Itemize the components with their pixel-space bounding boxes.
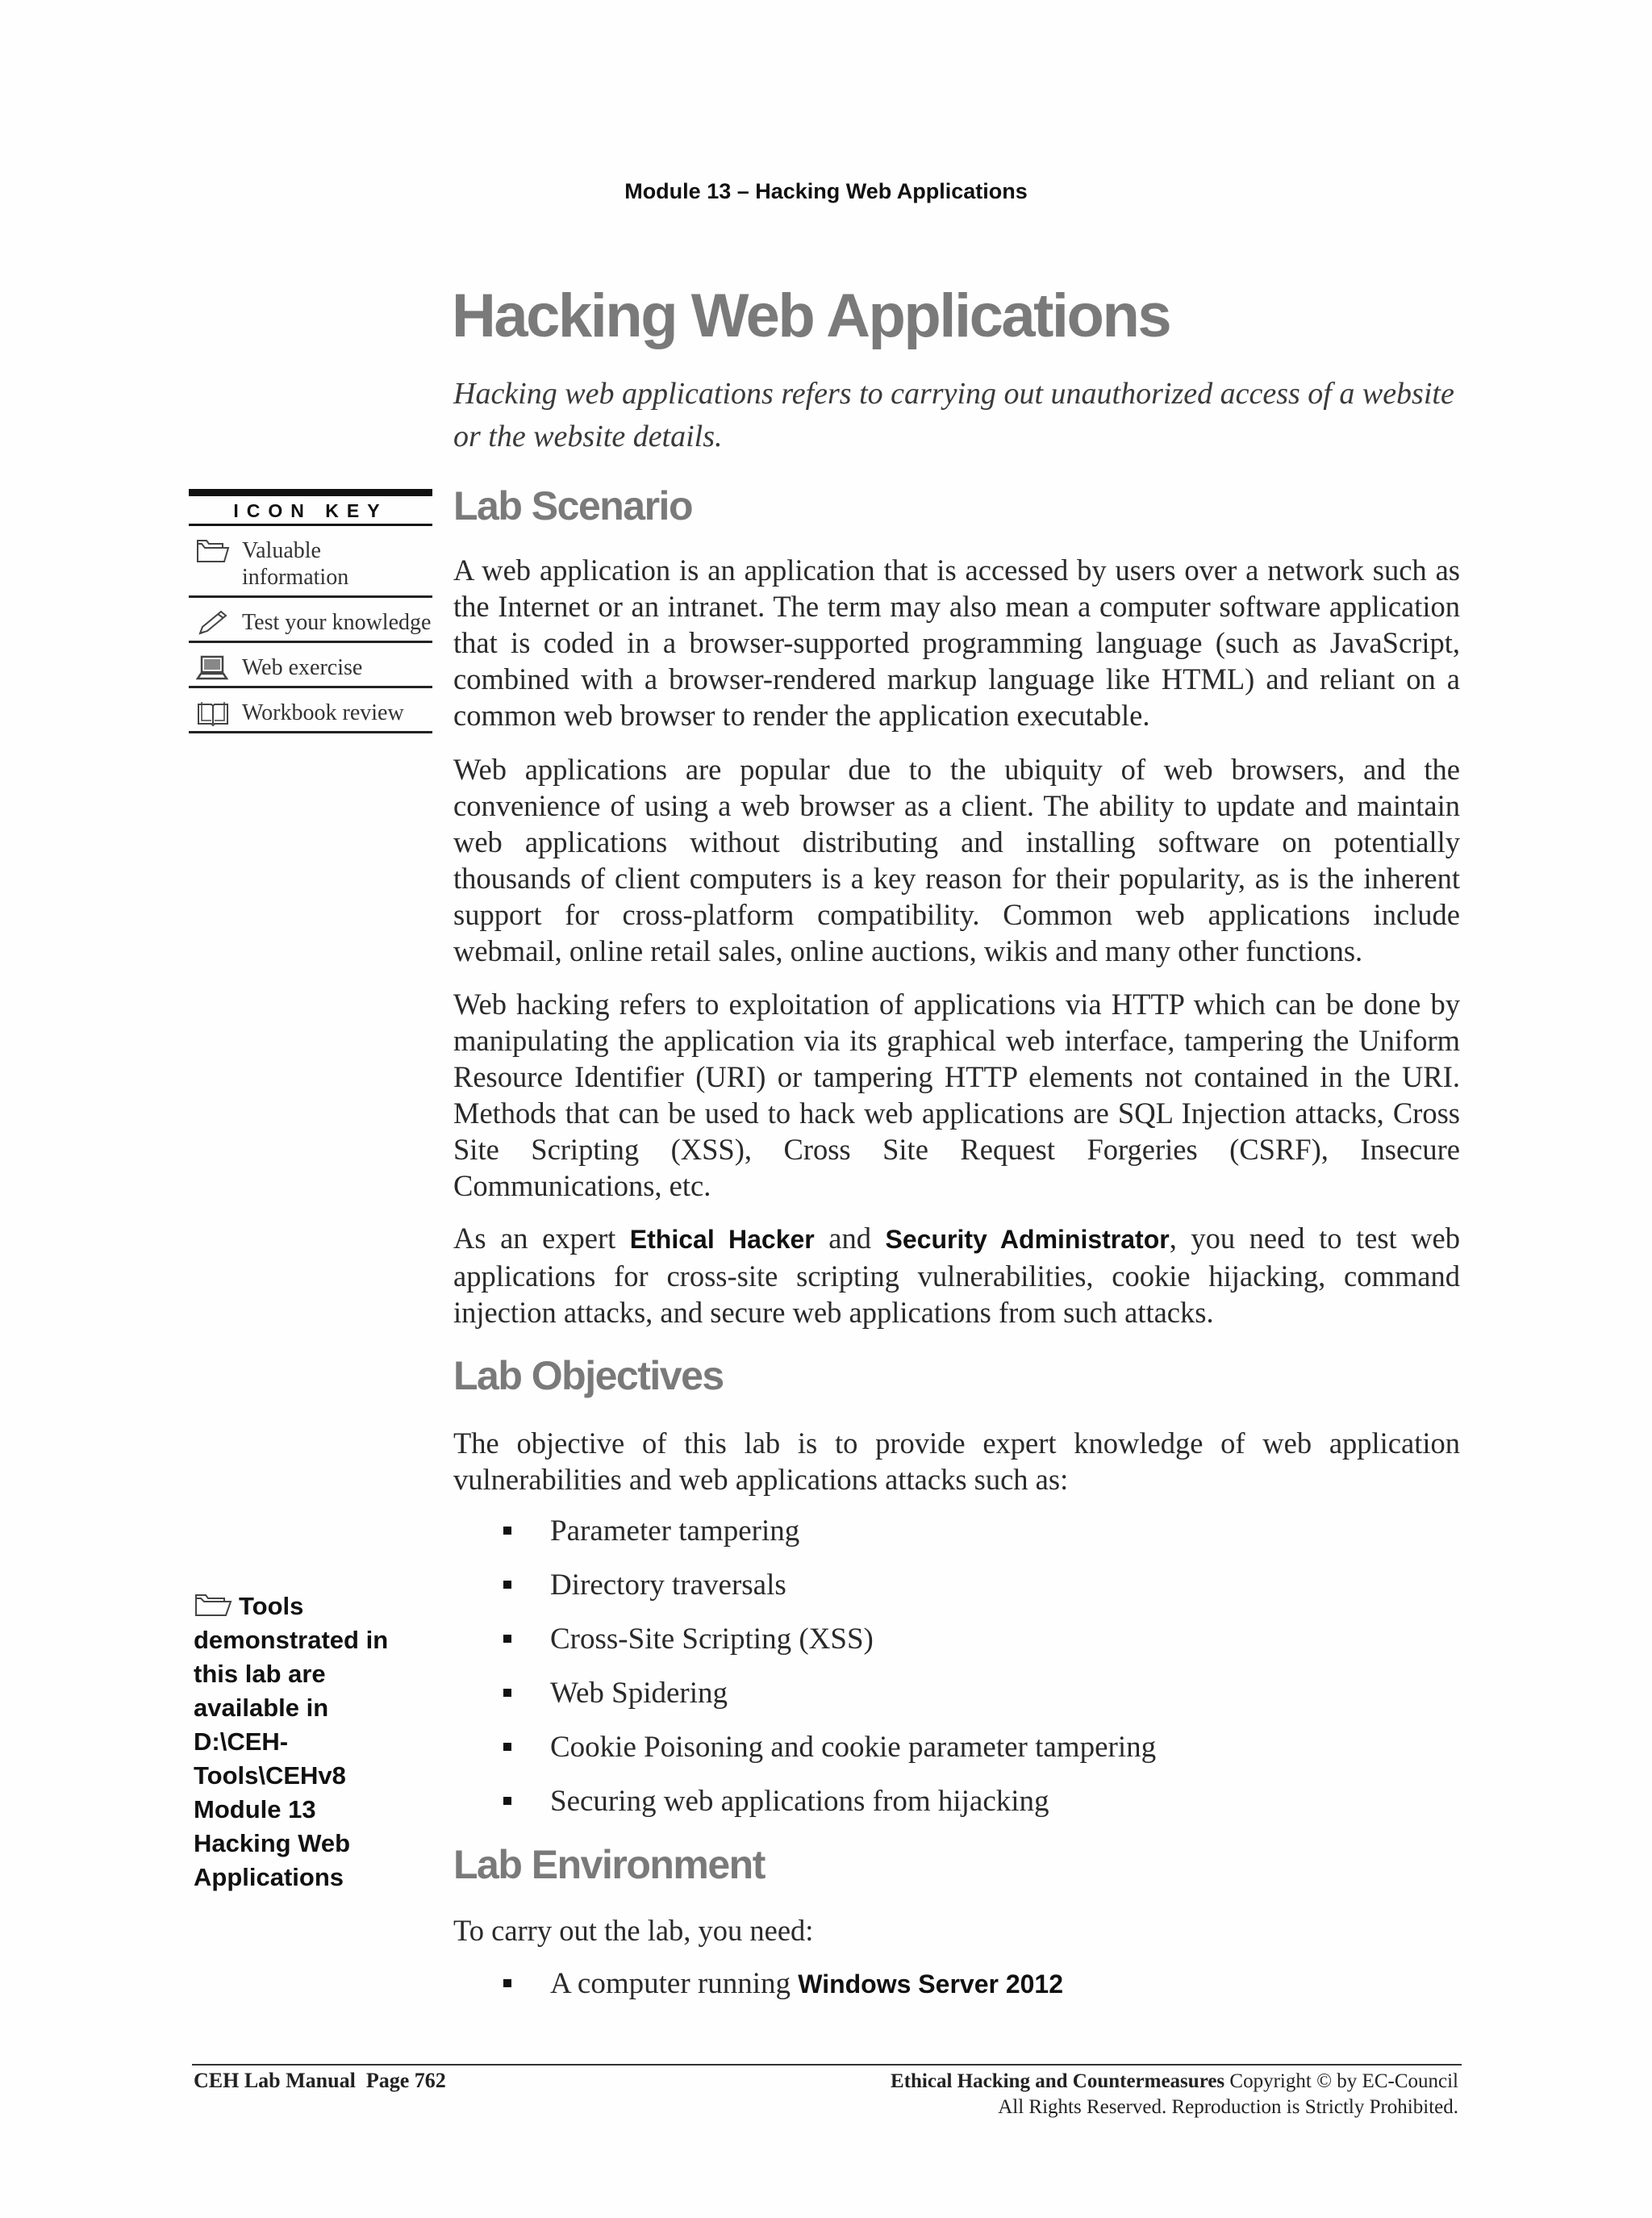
role-ethical-hacker: Ethical Hacker — [629, 1225, 815, 1254]
module-header: Module 13 – Hacking Web Applications — [624, 179, 1028, 203]
list-item: Cross-Site Scripting (XSS) — [500, 1621, 1156, 1675]
list-item: A computer running Windows Server 2012 — [500, 1965, 1063, 2020]
role-security-admin: Security Administrator — [885, 1225, 1170, 1254]
list-item: Parameter tampering — [500, 1513, 1156, 1567]
icon-key-row — [189, 526, 432, 598]
lab-scenario-heading: Lab Scenario — [453, 483, 692, 528]
footer-divider — [192, 2064, 1462, 2066]
icon-key-row — [189, 643, 432, 688]
icon-key — [189, 489, 432, 733]
icon-key-row — [189, 688, 432, 733]
lab-environment-intro: To carry out the lab, you need: — [453, 1914, 814, 1947]
icon-key-label: Valuable information — [242, 538, 349, 590]
icon-key-bar — [189, 489, 432, 496]
lab-scenario-paragraph-2: Web applications are popular due to the ubiquity of web browsers, and the convenience of using a web browser as a client. The ability to update and maintain web applications without distributing and installing software on potentially thousands of client computers is a key reason for their popularity, as is the inherent support for cross-platform compatibility. Common web applications include webmail, online retail sales, online auctions, wikis and many other functions. — [453, 753, 1460, 967]
lab-objectives-intro: The objective of this lab is to provide expert knowledge of web application vulnerabilities and web applications attacks such as: — [453, 1426, 1460, 1496]
lab-environment-list — [500, 1965, 1063, 2020]
lab-scenario-paragraph-3: Web hacking refers to exploitation of applications via HTTP which can be done by manipulating the application via its graphical web interface, tampering the Uniform Resource Identifier (URI) or tampering HTTP elements not contained in the URI. Methods that can be used to hack web applications are SQL Injection attacks, Cross Site Scripting (XSS), Cross Site Request Forgeries (CSRF), Insecure Communications, etc. — [453, 988, 1460, 1202]
list-item: Web Spidering — [500, 1675, 1156, 1729]
list-item: Cookie Poisoning and cookie parameter tampering — [500, 1729, 1156, 1783]
lab-objectives-list — [500, 1513, 1156, 1837]
icon-key-label: Web exercise — [242, 655, 363, 680]
list-item: Directory traversals — [500, 1567, 1156, 1621]
lab-objectives-heading: Lab Objectives — [453, 1353, 724, 1398]
list-item: Securing web applications from hijacking — [500, 1783, 1156, 1837]
page-title: Hacking Web Applications — [452, 282, 1170, 350]
page-subtitle: Hacking web applications refers to carrying out unauthorized access of a website or the website details. — [453, 377, 1454, 453]
lab-scenario-paragraph-1: A web application is an application that is accessed by users over a network such as the Internet or an intranet. The term may also mean a computer software application that is coded in a browser-supported programming language (such as JavaScript, combined with a browser-rendered markup language like HTML) and reliant on a common web browser to render the application executable. — [453, 553, 1460, 732]
icon-key-row — [189, 598, 432, 643]
folder-icon — [195, 537, 231, 565]
lab-environment-heading: Lab Environment — [453, 1842, 765, 1887]
icon-key-label: Workbook review — [242, 700, 404, 725]
pencil-icon — [195, 609, 231, 637]
footer-page-label: CEH Lab Manual Page 762 — [194, 2069, 446, 2092]
book-icon — [195, 700, 231, 727]
tools-note: Tools demonstrated in this lab are available in D:\CEH- Tools\CEHv8 Module 13 Hacking Web Applications — [194, 1592, 389, 1891]
folder-icon — [194, 1592, 234, 1618]
icon-key-title: ICON KEY — [189, 496, 432, 526]
lab-scenario-paragraph-4: As an expert Ethical Hacker and Security Administrator, you need to test web applications for cross-site scripting vulnerabilities, cookie hijacking, command injection attacks, and secure web applications from such attacks. — [453, 1222, 1461, 1329]
laptop-icon — [195, 654, 231, 682]
footer-copyright: Ethical Hacking and Countermeasures Copyright © by EC-Council All Rights Reserved. Reproduction is Strictly Prohibited. — [891, 2070, 1458, 2118]
icon-key-label: Test your knowledge — [242, 610, 432, 635]
